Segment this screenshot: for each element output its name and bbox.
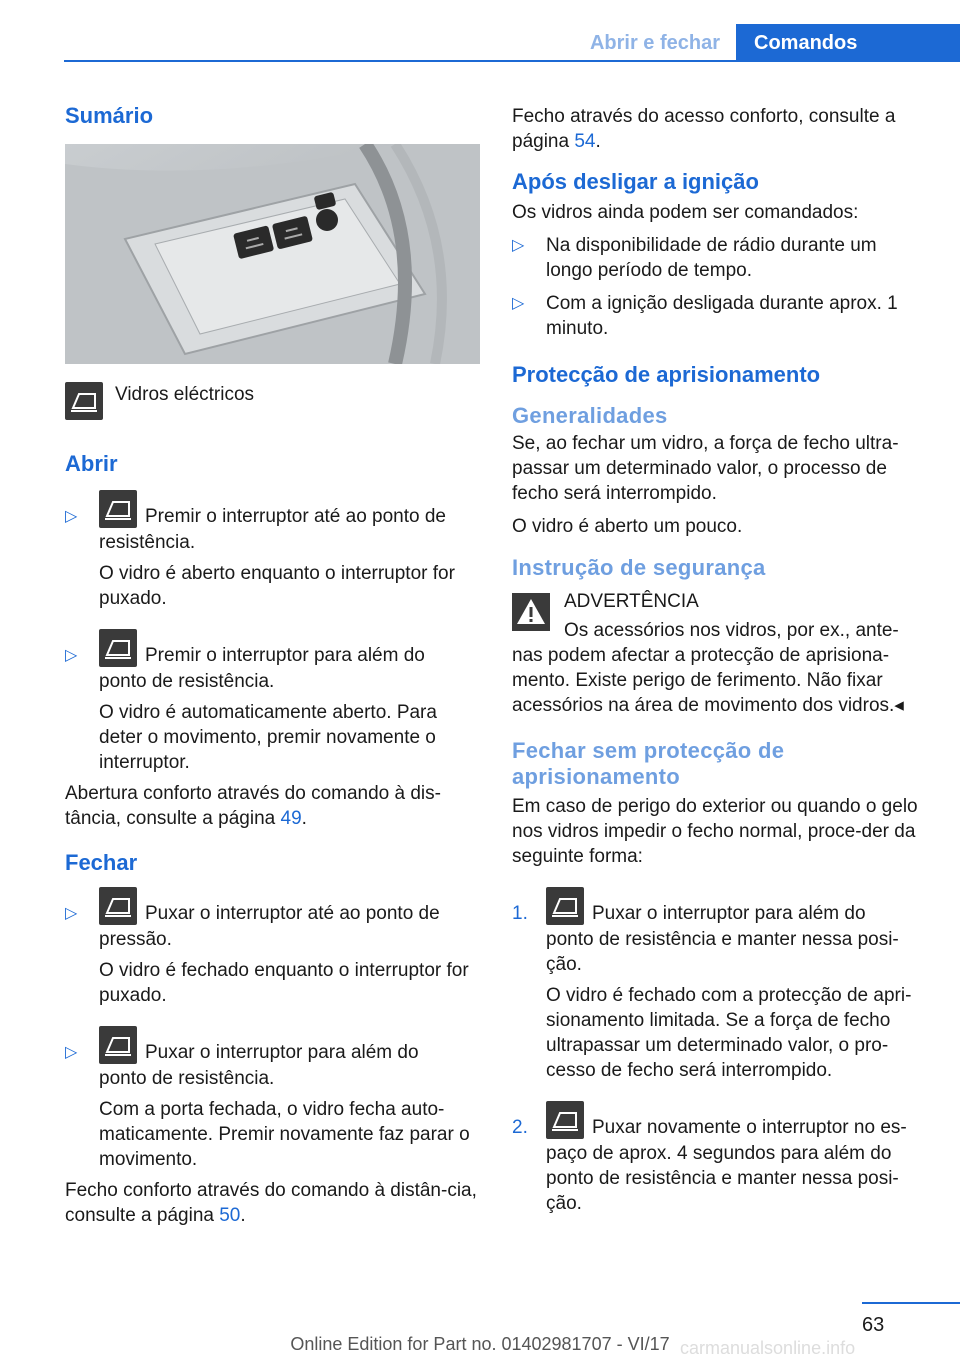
abrir-conforto-paragraph: Abertura conforto através do comando à dis-tância, consulte a página 49. (65, 783, 441, 829)
bullet-icon: ▷ (65, 905, 78, 922)
fechar-item-2-line2: ponto de resistência. (99, 1068, 275, 1089)
apos-item-1-text: Na disponibilidade de rádio durante um longo período de tempo. (546, 235, 877, 281)
window-switch-icon (546, 1101, 584, 1139)
apos-heading: Após desligar a ignição (512, 169, 759, 194)
header-rule (64, 60, 960, 62)
fechar-item-2 (65, 1026, 480, 1172)
acesso-text: Fecho através do acesso conforto, consulte a página (512, 106, 896, 152)
abrir-item-1-line2: resistência. (99, 532, 196, 553)
proteccao-heading: Protecção de aprisionamento (512, 362, 821, 387)
fechar-sem-heading: Fechar sem protecção de aprisionamento (512, 738, 785, 789)
fechar-item-1-line2: pressão. (99, 929, 172, 950)
step-2-number: 2. (512, 1117, 528, 1138)
step-1-detail: O vidro é fechado com a protecção de apri-sionamento limitada. Se a força de fecho ultrapassar um determinado valor, o pro-cesso de fecho será interrompido. (546, 985, 912, 1081)
page-header (0, 0, 960, 62)
abrir-conforto-page-link[interactable]: 49 (280, 808, 302, 829)
acesso-paragraph: Fecho através do acesso conforto, consulte a página 54. (512, 106, 896, 152)
bullet-icon: ▷ (65, 647, 78, 664)
bullet-icon: ▷ (512, 237, 525, 254)
watermark: carmanualsonline.info (680, 1338, 856, 1358)
abrir-item-1-line1: Premir o interruptor até ao ponto de (145, 506, 447, 527)
abrir-conforto-text: Abertura conforto através do comando à dis-tância, consulte a página (65, 783, 441, 829)
fechar-sem-text: Em caso de perigo do exterior ou quando o gelo nos vidros impedir o fecho normal, proce-der da seguinte forma: (512, 796, 918, 867)
generalidades-text2: O vidro é aberto um pouco. (512, 516, 743, 537)
warning-first-line: Os acessórios nos vidros, por ex., ante- (564, 620, 899, 641)
tab-abrir-e-fechar[interactable]: Abrir e fechar (589, 32, 721, 54)
step-2-first (546, 1101, 927, 1153)
summary-icon-label: Vidros eléctricos (115, 384, 255, 405)
fecho-conforto-paragraph: Fecho conforto através do comando à distân-cia, consulte a página 50. (65, 1180, 477, 1226)
window-switch-icon (546, 887, 584, 925)
generalidades-heading: Generalidades (512, 403, 668, 428)
fechar-item-1 (65, 887, 480, 1008)
fechar-item-1-first (99, 887, 480, 939)
step-1-rest: ponto de resistência e manter nessa posi-ção. (546, 929, 899, 975)
left-column (65, 96, 480, 1228)
step-1 (512, 887, 927, 1083)
right-column (512, 104, 927, 1216)
fechar-heading: Fechar (65, 850, 138, 875)
summary-heading: Sumário (65, 103, 154, 128)
window-switch-icon (99, 490, 137, 528)
page-number: 63 (862, 1314, 885, 1336)
warning-text: nas podem afectar a protecção de aprisiona-mento. Existe perigo de ferimento. Não fixar acessórios na área de movimento dos vidros.◂ (512, 645, 904, 716)
abrir-item-2-line1: Premir o interruptor para além do (145, 645, 425, 666)
edition-footer: Online Edition for Part no. 01402981707 - VI/17 (290, 1334, 670, 1354)
step-1-line1: Puxar o interruptor para além do (592, 903, 866, 924)
bullet-icon: ▷ (65, 1044, 78, 1061)
abrir-item-2 (65, 629, 480, 775)
tab-comandos[interactable]: Comandos (736, 24, 960, 62)
window-switch-icon (65, 382, 103, 420)
apos-item-2-text: Com a ignição desligada durante aprox. 1 minuto. (546, 293, 898, 339)
abrir-item-1-first (99, 490, 480, 542)
summary-icon-row (65, 382, 480, 434)
window-switch-icon (99, 629, 137, 667)
window-switch-icon (99, 887, 137, 925)
fechar-item-1-line1: Puxar o interruptor até ao ponto de (145, 903, 440, 924)
abrir-item-2-first (99, 629, 480, 681)
acesso-page-link[interactable]: 54 (574, 131, 596, 152)
step-2-rest: paço de aprox. 4 segundos para além do ponto de resistência e manter nessa posi-ção. (546, 1143, 899, 1214)
step-2-line1: Puxar novamente o interruptor no es- (592, 1117, 907, 1138)
warning-icon (512, 593, 550, 631)
abrir-item-2-line2: ponto de resistência. (99, 671, 275, 692)
step-1-number: 1. (512, 903, 528, 924)
warning-label: ADVERTÊNCIA (564, 591, 699, 612)
step-2 (512, 1101, 927, 1216)
abrir-item-2-detail: O vidro é automaticamente aberto. Para deter o movimento, premir novamente o interruptor. (99, 702, 437, 773)
bullet-icon: ▷ (65, 508, 78, 525)
abrir-item-1-detail: O vidro é aberto enquanto o interruptor for puxado. (99, 563, 455, 609)
abrir-heading: Abrir (65, 451, 118, 476)
apos-intro: Os vidros ainda podem ser comandados: (512, 202, 859, 223)
warning-block (512, 589, 927, 643)
fechar-item-2-first (99, 1026, 480, 1078)
fecho-conforto-page-link[interactable]: 50 (219, 1205, 241, 1226)
fecho-conforto-text: Fecho conforto através do comando à distân-cia, consulte a página (65, 1180, 477, 1226)
seguranca-heading: Instrução de segurança (512, 555, 766, 580)
fechar-item-1-detail: O vidro é fechado enquanto o interruptor for puxado. (99, 960, 469, 1006)
bullet-icon: ▷ (512, 295, 525, 312)
apos-item-2 (512, 291, 927, 341)
fechar-item-2-detail: Com a porta fechada, o vidro fecha auto-maticamente. Premir novamente faz parar o movimento. (99, 1099, 470, 1170)
footer-rule (862, 1302, 960, 1304)
step-1-first (546, 887, 927, 939)
apos-item-1 (512, 233, 927, 283)
generalidades-text: Se, ao fechar um vidro, a força de fecho ultra-passar um determinado valor, o processo de fecho será interrompido. (512, 433, 899, 504)
window-switch-icon (99, 1026, 137, 1064)
abrir-item-1 (65, 490, 480, 611)
window-switch-photo (65, 144, 480, 364)
fechar-item-2-line1: Puxar o interruptor para além do (145, 1042, 419, 1063)
